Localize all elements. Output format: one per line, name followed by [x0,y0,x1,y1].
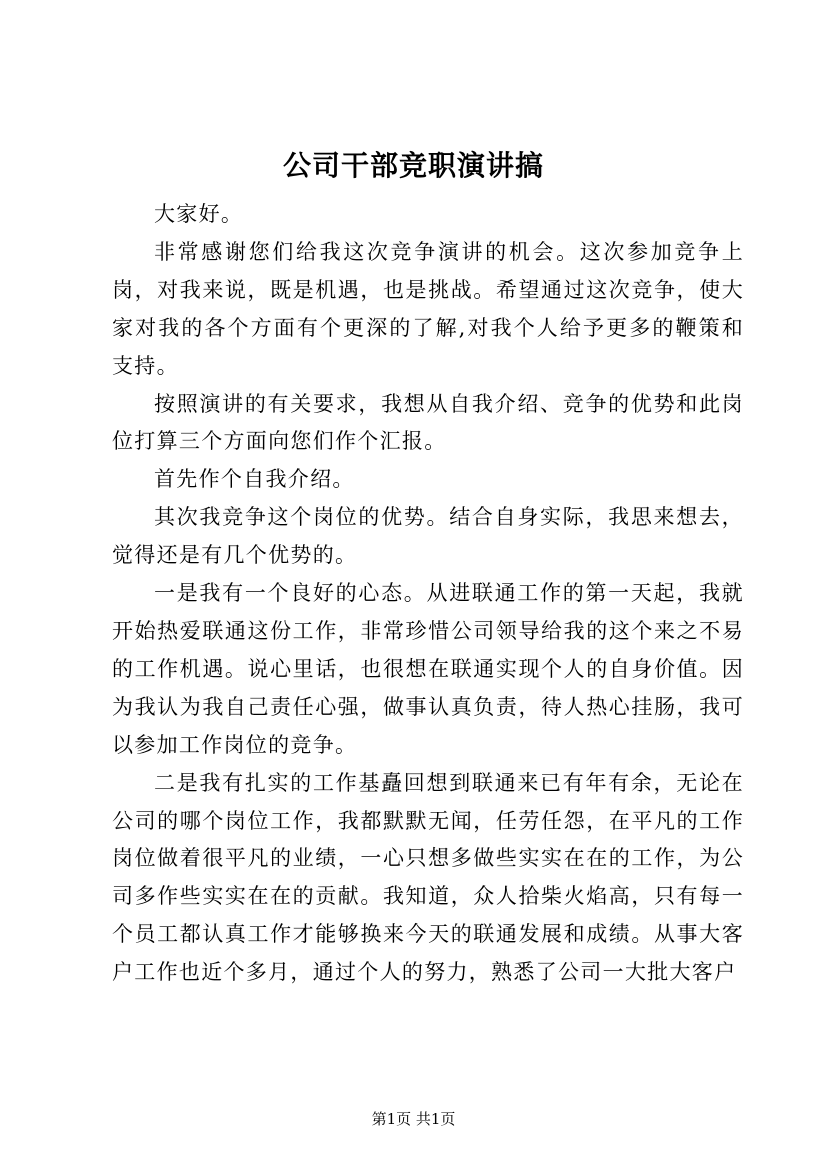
paragraph-self-intro: 首先作个自我介绍。 [154,467,355,492]
paragraph-attitude: 一是我有一个良好的心态。从进联通工作的第一天起，我就开始热爱联通这份工作，非常珍惜公司领导给我的这个来之不易的工作机遇。说心里话，也很想在联通实现个人的自身价值。因为我认为我自己责任心强，做事认真负责，待人热心挂肠，我可以参加工作岗位的竞争。 [112,581,744,757]
page-footer: 第1页 共1页 [371,1110,456,1128]
paragraph-outline: 按照演讲的有关要求，我想从自我介绍、竞争的优势和此岗位打算三个方面向您们作个汇报。 [112,391,744,454]
paragraph-greeting: 大家好。 [154,202,244,226]
paragraph-advantages: 其次我竞争这个岗位的优势。结合自身实际，我思来想去，觉得还是有几个优势的。 [112,505,744,568]
paragraph-foundation: 二是我有扎实的工作基矗回想到联通来已有年有余，无论在公司的哪个岗位工作，我都默默无闻，任劳任怨，在平凡的工作岗位做着很平凡的业绩，一心只想多做些实实在在的工作，为公司多作些实实在在的贡献。我知道，众人拾柴火焰高，只有每一个员工都认真工作才能够换来今天的联通发展和成绩。从事大客户工作也近个多月，通过个人的努力，熟悉了公司一大批大客户 [112,770,744,985]
page-title: 公司干部竞职演讲搞 [282,149,544,182]
paragraph-thanks: 非常感谢您们给我这次竞争演讲的机会。这次参加竞争上岗，对我来说，既是机遇，也是挑战。希望通过这次竞争，使大家对我的各个方面有个更深的了解,对我个人给予更多的鞭策和支持。 [112,239,744,378]
document-body [112,196,744,992]
